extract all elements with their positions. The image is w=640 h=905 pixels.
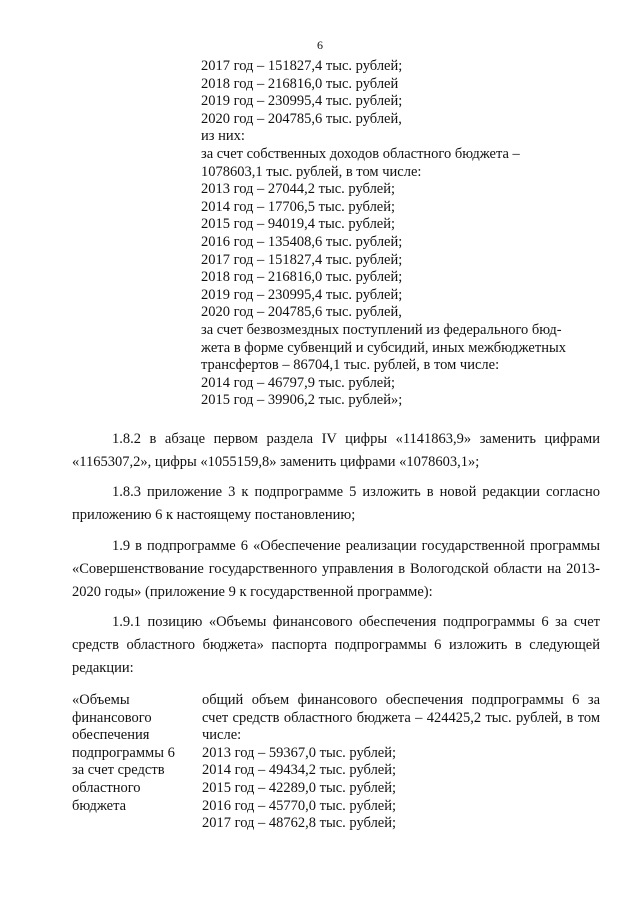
funding-line: 2017 год – 151827,4 тыс. рублей; bbox=[201, 58, 403, 74]
paragraph-text: 1.8.2 в абзаце первом раздела IV цифры «1141863,9» заменить цифрами «1165307,2», цифры «1055159,8» заменить цифрами «1078603,1»; bbox=[72, 431, 600, 470]
funding-line: 2018 год – 216816,0 тыс. рублей; bbox=[201, 269, 403, 286]
cell-line: 2014 год – 49434,2 тыс. рублей; bbox=[202, 762, 397, 779]
page-number: 6 bbox=[317, 38, 323, 52]
paragraph-1-8-3 bbox=[72, 481, 600, 527]
funding-line: за счет собственных доходов областного бюджета – bbox=[201, 145, 520, 162]
funding-line: 2014 год – 17706,5 тыс. рублей; bbox=[201, 198, 396, 215]
funding-continuation-block bbox=[201, 58, 601, 410]
cell-intro: общий объем финансового обеспечения подпрограммы 6 за счет средств областного бюджета – 424425,2 тыс. рублей, в том числе: bbox=[202, 692, 600, 744]
funding-line: трансфертов – 86704,1 тыс. рублей, в том числе: bbox=[201, 357, 500, 374]
position-name-cell bbox=[72, 692, 197, 815]
funding-line: 2020 год – 204785,6 тыс. рублей, bbox=[201, 304, 402, 321]
cell-line: бюджета bbox=[72, 797, 127, 814]
cell-line: 2015 год – 42289,0 тыс. рублей; bbox=[202, 779, 397, 796]
paragraph-1-8-2 bbox=[72, 428, 600, 474]
paragraph-1-9 bbox=[72, 535, 600, 604]
funding-line: 2014 год – 46797,9 тыс. рублей; bbox=[201, 374, 396, 391]
cell-line: за счет средств bbox=[72, 762, 165, 779]
funding-line: 1078603,1 тыс. рублей, в том числе: bbox=[201, 163, 422, 180]
funding-line: 2019 год – 230995,4 тыс. рублей; bbox=[201, 286, 403, 303]
paragraph-text: 1.9.1 позицию «Объемы финансового обеспечения подпрограммы 6 за счет средств областного бюджета» паспорта подпрограммы 6 изложить в следующей редакции: bbox=[72, 614, 600, 676]
cell-line: 2016 год – 45770,0 тыс. рублей; bbox=[202, 797, 397, 814]
cell-line: «Объемы bbox=[72, 692, 130, 708]
funding-line: 2015 год – 94019,4 тыс. рублей; bbox=[201, 216, 396, 233]
cell-line: обеспечения bbox=[72, 727, 150, 744]
position-value-cell bbox=[202, 692, 600, 833]
cell-line: 2013 год – 59367,0 тыс. рублей; bbox=[202, 744, 397, 761]
funding-line: 2017 год – 151827,4 тыс. рублей; bbox=[201, 251, 403, 268]
cell-line: финансового bbox=[72, 709, 152, 726]
cell-line: областного bbox=[72, 779, 141, 796]
paragraph-1-9-1 bbox=[72, 611, 600, 680]
paragraph-text: 1.9 в подпрограмме 6 «Обеспечение реализации государственной программы «Совершенствование государственного управления в Вологодской области на 2013-2020 годы» (приложение 9 к государственной программе): bbox=[72, 538, 600, 600]
cell-line: подпрограммы 6 bbox=[72, 744, 175, 761]
funding-line: жета в форме субвенций и субсидий, иных межбюджетных bbox=[201, 339, 566, 356]
funding-line: 2016 год – 135408,6 тыс. рублей; bbox=[201, 233, 403, 250]
paragraph-text: 1.8.3 приложение 3 к подпрограмме 5 изложить в новой редакции согласно приложению 6 к настоящему постановлению; bbox=[72, 484, 600, 523]
funding-line: 2018 год – 216816,0 тыс. рублей bbox=[201, 75, 399, 92]
cell-line: 2017 год – 48762,8 тыс. рублей; bbox=[202, 815, 397, 832]
funding-line: 2015 год – 39906,2 тыс. рублей»; bbox=[201, 392, 403, 409]
funding-line: из них: bbox=[201, 128, 245, 145]
funding-line: 2013 год – 27044,2 тыс. рублей; bbox=[201, 181, 396, 198]
funding-line: 2020 год – 204785,6 тыс. рублей, bbox=[201, 110, 402, 127]
funding-line: 2019 год – 230995,4 тыс. рублей; bbox=[201, 93, 403, 110]
funding-line: за счет безвозмездных поступлений из федерального бюд- bbox=[201, 321, 562, 338]
